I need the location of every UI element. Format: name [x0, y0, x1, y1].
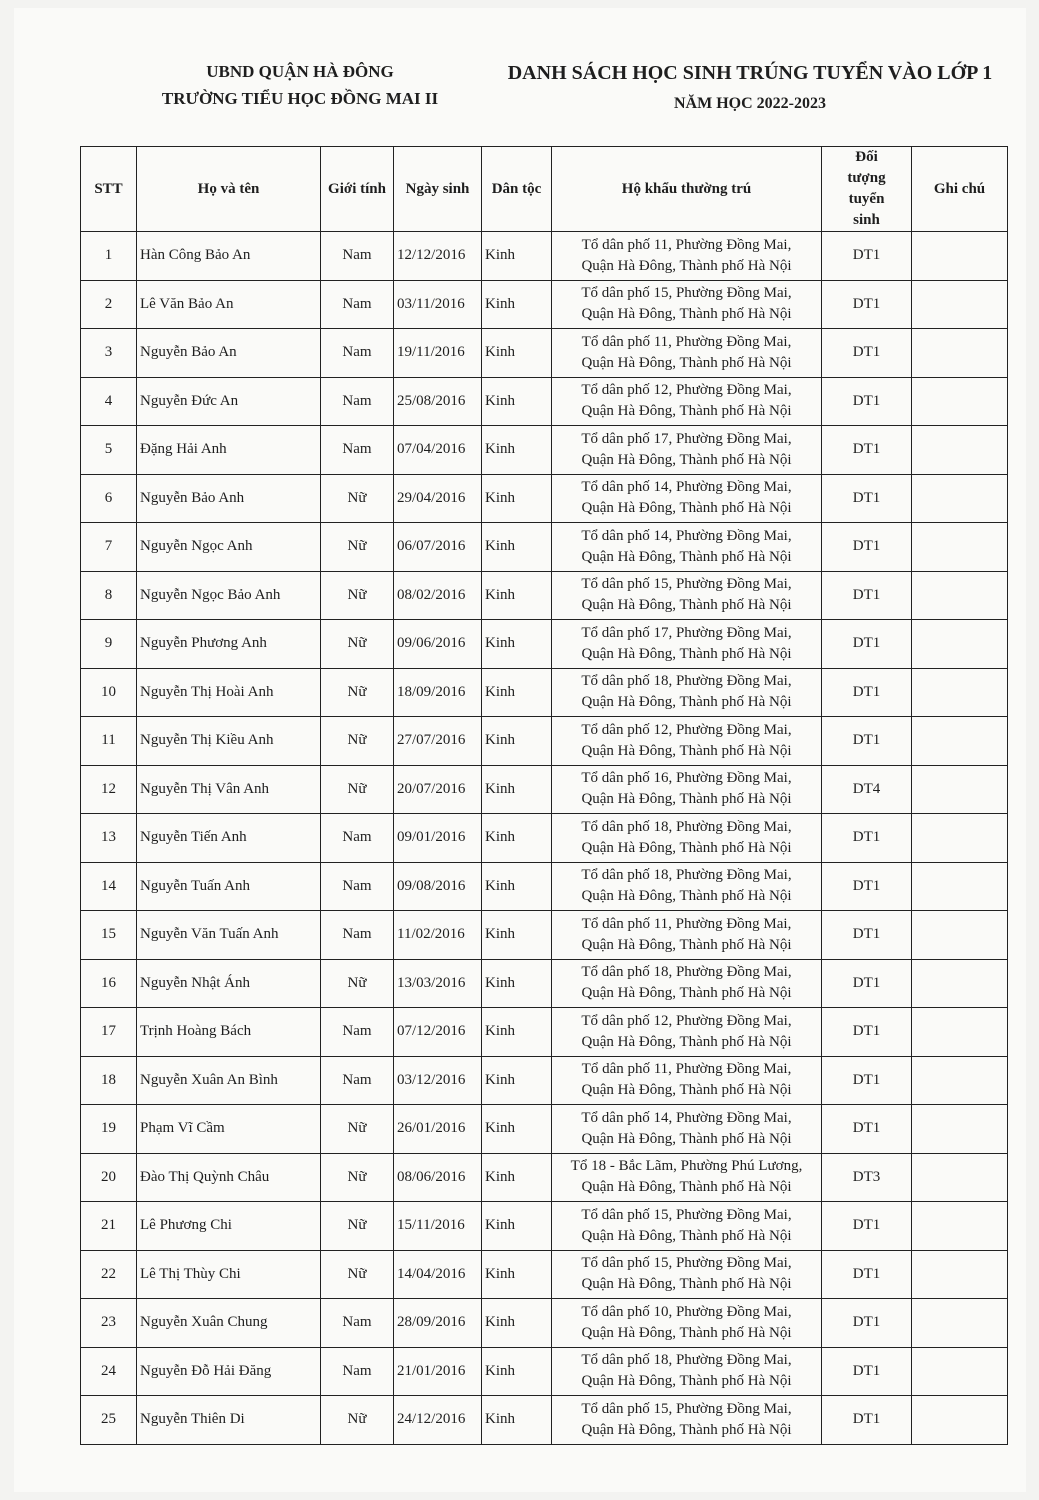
dob-cell: 26/01/2016 — [394, 1105, 482, 1154]
gender-cell: Nam — [321, 377, 394, 426]
address-cell — [552, 1396, 822, 1445]
dob-cell: 20/07/2016 — [394, 765, 482, 814]
ethnicity-cell: Kinh — [482, 911, 552, 960]
dob-cell: 14/04/2016 — [394, 1250, 482, 1299]
address-cell — [552, 474, 822, 523]
table-row — [81, 232, 1008, 281]
ethnicity-cell: Kinh — [482, 765, 552, 814]
address-cell — [552, 717, 822, 766]
group-cell: DT1 — [822, 862, 912, 911]
gender-cell: Nam — [321, 814, 394, 863]
address-line-2: Quận Hà Đông, Thành phố Hà Nội — [581, 888, 792, 905]
dob-cell: 27/07/2016 — [394, 717, 482, 766]
note-cell — [912, 280, 1008, 329]
table-row — [81, 765, 1008, 814]
ethnicity-cell: Kinh — [482, 668, 552, 717]
gender-cell: Nữ — [321, 1153, 394, 1202]
address-line-1: Tổ dân phố 16, Phường Đồng Mai, — [581, 770, 792, 787]
address-line-1: Tổ dân phố 11, Phường Đồng Mai, — [581, 236, 792, 253]
gender-cell: Nữ — [321, 668, 394, 717]
address-line-1: Tổ dân phố 12, Phường Đồng Mai, — [581, 1012, 792, 1029]
note-cell — [912, 1396, 1008, 1445]
address-line-1: Tổ dân phố 15, Phường Đồng Mai, — [581, 576, 792, 593]
group-cell: DT1 — [822, 620, 912, 669]
stt-cell: 12 — [81, 765, 137, 814]
note-cell — [912, 1153, 1008, 1202]
school-year: NĂM HỌC 2022-2023 — [674, 95, 826, 112]
note-cell — [912, 1250, 1008, 1299]
address-cell — [552, 377, 822, 426]
address-line-1: Tổ dân phố 18, Phường Đồng Mai, — [581, 964, 792, 981]
gender-cell: Nữ — [321, 1250, 394, 1299]
address-cell — [552, 668, 822, 717]
address-line-2: Quận Hà Đông, Thành phố Hà Nội — [581, 403, 792, 420]
address-cell — [552, 862, 822, 911]
ethnicity-cell: Kinh — [482, 959, 552, 1008]
stt-cell: 21 — [81, 1202, 137, 1251]
dob-cell: 13/03/2016 — [394, 959, 482, 1008]
name-cell: Lê Phương Chi — [137, 1202, 321, 1251]
table-row — [81, 862, 1008, 911]
table-row — [81, 280, 1008, 329]
stt-cell: 18 — [81, 1056, 137, 1105]
address-line-2: Quận Hà Đông, Thành phố Hà Nội — [581, 839, 792, 856]
note-cell — [912, 1008, 1008, 1057]
table-row — [81, 1008, 1008, 1057]
ethnicity-cell: Kinh — [482, 426, 552, 475]
table-row — [81, 959, 1008, 1008]
table-row — [81, 911, 1008, 960]
ethnicity-cell: Kinh — [482, 377, 552, 426]
name-cell: Đào Thị Quỳnh Châu — [137, 1153, 321, 1202]
ethnicity-cell: Kinh — [482, 620, 552, 669]
stt-cell: 7 — [81, 523, 137, 572]
address-cell — [552, 1250, 822, 1299]
address-line-1: Tổ dân phố 15, Phường Đồng Mai, — [581, 285, 792, 302]
col-header-group: Đối tượng tuyển sinh — [822, 147, 912, 232]
note-cell — [912, 232, 1008, 281]
address-line-1: Tổ dân phố 18, Phường Đồng Mai, — [581, 673, 792, 690]
address-line-2: Quận Hà Đông, Thành phố Hà Nội — [581, 936, 792, 953]
address-line-2: Quận Hà Đông, Thành phố Hà Nội — [581, 500, 792, 517]
table-header-row — [81, 147, 1008, 232]
group-cell: DT1 — [822, 1008, 912, 1057]
issuer-block — [140, 58, 460, 112]
group-cell: DT1 — [822, 1299, 912, 1348]
gender-cell: Nam — [321, 426, 394, 475]
note-cell — [912, 1299, 1008, 1348]
ethnicity-cell: Kinh — [482, 1008, 552, 1057]
dob-cell: 08/02/2016 — [394, 571, 482, 620]
note-cell — [912, 959, 1008, 1008]
ethnicity-cell: Kinh — [482, 814, 552, 863]
gender-cell: Nam — [321, 232, 394, 281]
dob-cell: 07/04/2016 — [394, 426, 482, 475]
address-line-1: Tổ 18 - Bắc Lãm, Phường Phú Lương, — [570, 1158, 803, 1175]
address-line-2: Quận Hà Đông, Thành phố Hà Nội — [581, 1227, 792, 1244]
stt-cell: 5 — [81, 426, 137, 475]
ethnicity-cell: Kinh — [482, 717, 552, 766]
stt-cell: 17 — [81, 1008, 137, 1057]
gender-cell: Nữ — [321, 620, 394, 669]
address-line-2: Quận Hà Đông, Thành phố Hà Nội — [581, 1033, 792, 1050]
address-line-2: Quận Hà Đông, Thành phố Hà Nội — [581, 645, 792, 662]
group-cell: DT1 — [822, 280, 912, 329]
document-title: DANH SÁCH HỌC SINH TRÚNG TUYỂN VÀO LỚP 1 — [507, 62, 993, 84]
address-line-1: Tổ dân phố 14, Phường Đồng Mai, — [581, 1109, 792, 1126]
ethnicity-cell: Kinh — [482, 474, 552, 523]
group-cell: DT1 — [822, 911, 912, 960]
table-row — [81, 717, 1008, 766]
dob-cell: 06/07/2016 — [394, 523, 482, 572]
table-row — [81, 814, 1008, 863]
student-table — [80, 146, 1008, 1445]
gender-cell: Nam — [321, 862, 394, 911]
address-line-2: Quận Hà Đông, Thành phố Hà Nội — [581, 694, 792, 711]
table-row — [81, 1202, 1008, 1251]
table-row — [81, 1299, 1008, 1348]
group-cell: DT1 — [822, 377, 912, 426]
name-cell: Nguyễn Xuân An Bình — [137, 1056, 321, 1105]
group-cell: DT1 — [822, 959, 912, 1008]
district-name: UBND QUẬN HÀ ĐÔNG — [206, 62, 394, 81]
table-body — [81, 232, 1008, 1445]
dob-cell: 28/09/2016 — [394, 1299, 482, 1348]
group-cell: DT1 — [822, 1250, 912, 1299]
note-cell — [912, 1105, 1008, 1154]
gender-cell: Nữ — [321, 1202, 394, 1251]
gender-cell: Nữ — [321, 717, 394, 766]
address-line-1: Tổ dân phố 14, Phường Đồng Mai, — [581, 527, 792, 544]
table-row — [81, 1347, 1008, 1396]
name-cell: Nguyễn Xuân Chung — [137, 1299, 321, 1348]
address-line-2: Quận Hà Đông, Thành phố Hà Nội — [581, 1179, 792, 1196]
title-block — [480, 58, 1020, 118]
ethnicity-cell: Kinh — [482, 280, 552, 329]
gender-cell: Nam — [321, 280, 394, 329]
address-cell — [552, 620, 822, 669]
ethnicity-cell: Kinh — [482, 1105, 552, 1154]
group-cell: DT1 — [822, 232, 912, 281]
address-line-1: Tổ dân phố 17, Phường Đồng Mai, — [581, 430, 792, 447]
address-line-1: Tổ dân phố 11, Phường Đồng Mai, — [581, 1061, 792, 1078]
address-cell — [552, 1008, 822, 1057]
gender-cell: Nữ — [321, 1396, 394, 1445]
name-cell: Nguyễn Văn Tuấn Anh — [137, 911, 321, 960]
address-line-2: Quận Hà Đông, Thành phố Hà Nội — [581, 791, 792, 808]
group-cell: DT1 — [822, 571, 912, 620]
note-cell — [912, 668, 1008, 717]
dob-cell: 18/09/2016 — [394, 668, 482, 717]
col-header-dob: Ngày sinh — [394, 147, 482, 232]
address-line-2: Quận Hà Đông, Thành phố Hà Nội — [581, 597, 792, 614]
name-cell: Đặng Hải Anh — [137, 426, 321, 475]
stt-cell: 19 — [81, 1105, 137, 1154]
note-cell — [912, 1347, 1008, 1396]
ethnicity-cell: Kinh — [482, 523, 552, 572]
address-cell — [552, 814, 822, 863]
stt-cell: 11 — [81, 717, 137, 766]
table-row — [81, 1056, 1008, 1105]
ethnicity-cell: Kinh — [482, 1396, 552, 1445]
gender-cell: Nam — [321, 329, 394, 378]
gender-cell: Nữ — [321, 571, 394, 620]
group-cell: DT1 — [822, 1347, 912, 1396]
gender-cell: Nữ — [321, 765, 394, 814]
name-cell: Nguyễn Đức An — [137, 377, 321, 426]
stt-cell: 8 — [81, 571, 137, 620]
address-line-1: Tổ dân phố 14, Phường Đồng Mai, — [581, 479, 792, 496]
address-cell — [552, 1105, 822, 1154]
stt-cell: 10 — [81, 668, 137, 717]
address-cell — [552, 1153, 822, 1202]
address-line-2: Quận Hà Đông, Thành phố Hà Nội — [581, 548, 792, 565]
table-row — [81, 1153, 1008, 1202]
dob-cell: 15/11/2016 — [394, 1202, 482, 1251]
dob-cell: 09/01/2016 — [394, 814, 482, 863]
gender-cell: Nam — [321, 1056, 394, 1105]
group-cell: DT1 — [822, 329, 912, 378]
address-cell — [552, 232, 822, 281]
address-cell — [552, 1056, 822, 1105]
gender-cell: Nam — [321, 911, 394, 960]
address-cell — [552, 426, 822, 475]
address-line-2: Quận Hà Đông, Thành phố Hà Nội — [581, 1421, 792, 1438]
gender-cell: Nữ — [321, 959, 394, 1008]
ethnicity-cell: Kinh — [482, 1347, 552, 1396]
note-cell — [912, 814, 1008, 863]
col-header-address: Hộ khẩu thường trú — [552, 147, 822, 232]
stt-cell: 22 — [81, 1250, 137, 1299]
address-line-1: Tổ dân phố 18, Phường Đồng Mai, — [581, 867, 792, 884]
dob-cell: 08/06/2016 — [394, 1153, 482, 1202]
gender-cell: Nữ — [321, 1105, 394, 1154]
note-cell — [912, 523, 1008, 572]
group-cell: DT1 — [822, 1396, 912, 1445]
name-cell: Nguyễn Ngọc Anh — [137, 523, 321, 572]
address-line-1: Tổ dân phố 12, Phường Đồng Mai, — [581, 721, 792, 738]
group-cell: DT1 — [822, 717, 912, 766]
address-cell — [552, 523, 822, 572]
ethnicity-cell: Kinh — [482, 232, 552, 281]
address-cell — [552, 329, 822, 378]
stt-cell: 9 — [81, 620, 137, 669]
stt-cell: 23 — [81, 1299, 137, 1348]
table-row — [81, 377, 1008, 426]
name-cell: Nguyễn Nhật Ánh — [137, 959, 321, 1008]
address-line-2: Quận Hà Đông, Thành phố Hà Nội — [581, 1082, 792, 1099]
address-line-1: Tổ dân phố 18, Phường Đồng Mai, — [581, 818, 792, 835]
address-cell — [552, 1202, 822, 1251]
dob-cell: 29/04/2016 — [394, 474, 482, 523]
stt-cell: 20 — [81, 1153, 137, 1202]
address-line-1: Tổ dân phố 11, Phường Đồng Mai, — [581, 915, 792, 932]
address-cell — [552, 911, 822, 960]
ethnicity-cell: Kinh — [482, 1202, 552, 1251]
group-cell: DT1 — [822, 814, 912, 863]
address-line-1: Tổ dân phố 15, Phường Đồng Mai, — [581, 1400, 792, 1417]
address-cell — [552, 571, 822, 620]
name-cell: Lê Văn Bảo An — [137, 280, 321, 329]
address-line-2: Quận Hà Đông, Thành phố Hà Nội — [581, 306, 792, 323]
address-cell — [552, 1347, 822, 1396]
table-row — [81, 571, 1008, 620]
group-cell: DT1 — [822, 523, 912, 572]
address-line-1: Tổ dân phố 17, Phường Đồng Mai, — [581, 624, 792, 641]
dob-cell: 12/12/2016 — [394, 232, 482, 281]
name-cell: Nguyễn Thị Kiều Anh — [137, 717, 321, 766]
group-cell: DT3 — [822, 1153, 912, 1202]
gender-cell: Nam — [321, 1008, 394, 1057]
stt-cell: 2 — [81, 280, 137, 329]
table-row — [81, 474, 1008, 523]
address-line-2: Quận Hà Đông, Thành phố Hà Nội — [581, 354, 792, 371]
note-cell — [912, 862, 1008, 911]
address-line-1: Tổ dân phố 15, Phường Đồng Mai, — [581, 1206, 792, 1223]
ethnicity-cell: Kinh — [482, 329, 552, 378]
note-cell — [912, 717, 1008, 766]
gender-cell: Nữ — [321, 474, 394, 523]
note-cell — [912, 1056, 1008, 1105]
stt-cell: 4 — [81, 377, 137, 426]
dob-cell: 03/11/2016 — [394, 280, 482, 329]
address-line-2: Quận Hà Đông, Thành phố Hà Nội — [581, 742, 792, 759]
address-line-1: Tổ dân phố 18, Phường Đồng Mai, — [581, 1352, 792, 1369]
note-cell — [912, 426, 1008, 475]
name-cell: Nguyễn Bảo An — [137, 329, 321, 378]
name-cell: Trịnh Hoàng Bách — [137, 1008, 321, 1057]
note-cell — [912, 911, 1008, 960]
stt-cell: 3 — [81, 329, 137, 378]
note-cell — [912, 474, 1008, 523]
dob-cell: 21/01/2016 — [394, 1347, 482, 1396]
name-cell: Phạm Vĩ Cầm — [137, 1105, 321, 1154]
address-cell — [552, 959, 822, 1008]
col-header-note: Ghi chú — [912, 147, 1008, 232]
address-line-1: Tổ dân phố 15, Phường Đồng Mai, — [581, 1255, 792, 1272]
address-line-1: Tổ dân phố 10, Phường Đồng Mai, — [581, 1303, 792, 1320]
gender-cell: Nam — [321, 1347, 394, 1396]
address-line-2: Quận Hà Đông, Thành phố Hà Nội — [581, 1130, 792, 1147]
name-cell: Nguyễn Tuấn Anh — [137, 862, 321, 911]
ethnicity-cell: Kinh — [482, 862, 552, 911]
note-cell — [912, 620, 1008, 669]
name-cell: Lê Thị Thùy Chi — [137, 1250, 321, 1299]
stt-cell: 13 — [81, 814, 137, 863]
dob-cell: 09/06/2016 — [394, 620, 482, 669]
table-row — [81, 329, 1008, 378]
stt-cell: 1 — [81, 232, 137, 281]
stt-cell: 16 — [81, 959, 137, 1008]
address-line-2: Quận Hà Đông, Thành phố Hà Nội — [581, 1324, 792, 1341]
note-cell — [912, 1202, 1008, 1251]
col-header-gender: Giới tính — [321, 147, 394, 232]
address-line-2: Quận Hà Đông, Thành phố Hà Nội — [581, 257, 792, 274]
dob-cell: 19/11/2016 — [394, 329, 482, 378]
gender-cell: Nữ — [321, 523, 394, 572]
address-line-2: Quận Hà Đông, Thành phố Hà Nội — [581, 1373, 792, 1390]
name-cell: Nguyễn Tiến Anh — [137, 814, 321, 863]
group-cell: DT1 — [822, 1105, 912, 1154]
ethnicity-cell: Kinh — [482, 1153, 552, 1202]
name-cell: Nguyễn Ngọc Bảo Anh — [137, 571, 321, 620]
ethnicity-cell: Kinh — [482, 571, 552, 620]
address-cell — [552, 765, 822, 814]
ethnicity-cell: Kinh — [482, 1250, 552, 1299]
note-cell — [912, 571, 1008, 620]
note-cell — [912, 377, 1008, 426]
stt-cell: 6 — [81, 474, 137, 523]
name-cell: Hàn Công Bảo An — [137, 232, 321, 281]
table-row — [81, 523, 1008, 572]
table-row — [81, 426, 1008, 475]
group-cell: DT1 — [822, 1202, 912, 1251]
name-cell: Nguyễn Đỗ Hải Đăng — [137, 1347, 321, 1396]
dob-cell: 07/12/2016 — [394, 1008, 482, 1057]
group-cell: DT1 — [822, 668, 912, 717]
stt-cell: 15 — [81, 911, 137, 960]
address-line-1: Tổ dân phố 11, Phường Đồng Mai, — [581, 333, 792, 350]
group-cell: DT1 — [822, 426, 912, 475]
name-cell: Nguyễn Thị Hoài Anh — [137, 668, 321, 717]
dob-cell: 11/02/2016 — [394, 911, 482, 960]
dob-cell: 25/08/2016 — [394, 377, 482, 426]
table-row — [81, 1105, 1008, 1154]
group-cell: DT4 — [822, 765, 912, 814]
address-line-2: Quận Hà Đông, Thành phố Hà Nội — [581, 985, 792, 1002]
ethnicity-cell: Kinh — [482, 1299, 552, 1348]
address-line-1: Tổ dân phố 12, Phường Đồng Mai, — [581, 382, 792, 399]
school-name: TRƯỜNG TIỂU HỌC ĐỒNG MAI II — [161, 89, 439, 108]
stt-cell: 14 — [81, 862, 137, 911]
note-cell — [912, 765, 1008, 814]
table-row — [81, 668, 1008, 717]
name-cell: Nguyễn Thiên Di — [137, 1396, 321, 1445]
col-header-stt: STT — [81, 147, 137, 232]
table-row — [81, 1396, 1008, 1445]
group-cell: DT1 — [822, 1056, 912, 1105]
stt-cell: 24 — [81, 1347, 137, 1396]
dob-cell: 09/08/2016 — [394, 862, 482, 911]
table-row — [81, 620, 1008, 669]
col-header-ethnicity: Dân tộc — [482, 147, 552, 232]
col-header-name: Họ và tên — [137, 147, 321, 232]
gender-cell: Nam — [321, 1299, 394, 1348]
note-cell — [912, 329, 1008, 378]
address-cell — [552, 280, 822, 329]
table-row — [81, 1250, 1008, 1299]
stt-cell: 25 — [81, 1396, 137, 1445]
dob-cell: 24/12/2016 — [394, 1396, 482, 1445]
address-line-2: Quận Hà Đông, Thành phố Hà Nội — [581, 451, 792, 468]
name-cell: Nguyễn Phương Anh — [137, 620, 321, 669]
address-cell — [552, 1299, 822, 1348]
group-cell: DT1 — [822, 474, 912, 523]
name-cell: Nguyễn Thị Vân Anh — [137, 765, 321, 814]
dob-cell: 03/12/2016 — [394, 1056, 482, 1105]
address-line-2: Quận Hà Đông, Thành phố Hà Nội — [581, 1276, 792, 1293]
name-cell: Nguyễn Bảo Anh — [137, 474, 321, 523]
ethnicity-cell: Kinh — [482, 1056, 552, 1105]
